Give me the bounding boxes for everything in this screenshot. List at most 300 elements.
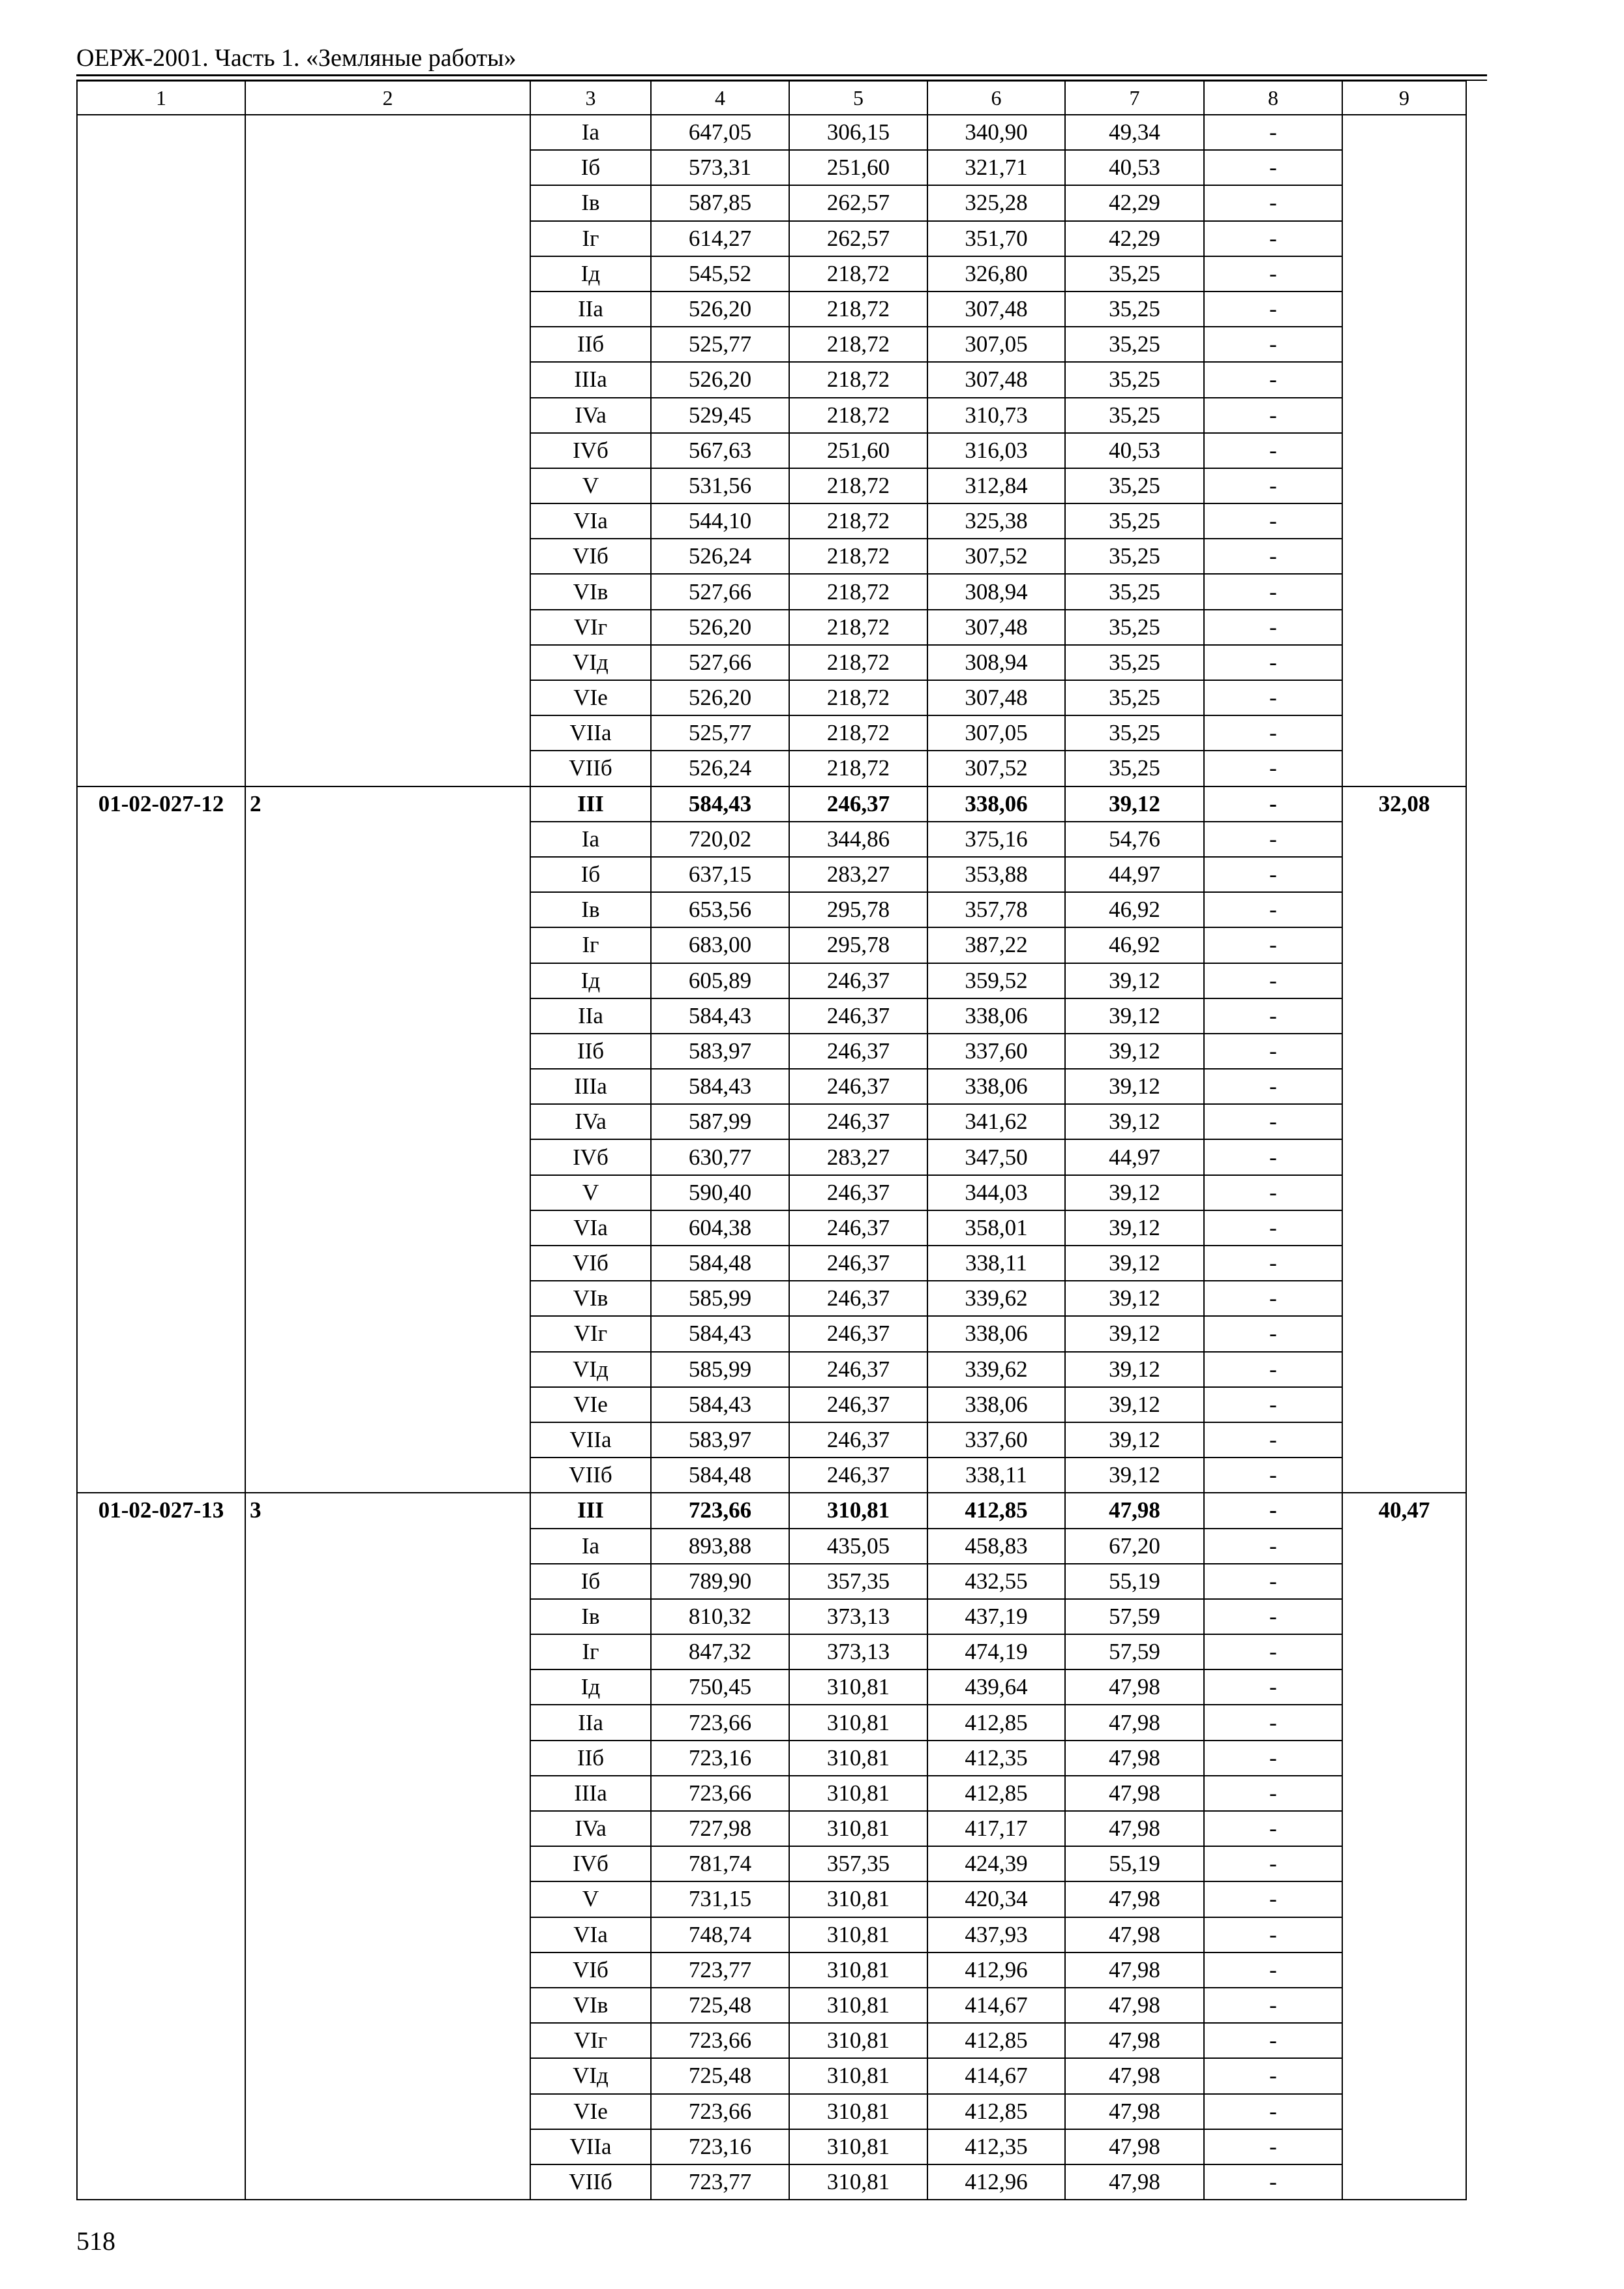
materials-cell: - xyxy=(1204,398,1342,433)
total-cost-cell: 584,43 xyxy=(651,1316,789,1351)
machinist-wages-cell: 42,29 xyxy=(1065,185,1204,220)
category-cell: III xyxy=(530,786,651,822)
materials-cell: - xyxy=(1204,1634,1342,1669)
total-cost-cell: 590,40 xyxy=(651,1175,789,1210)
materials-cell: - xyxy=(1204,1776,1342,1811)
materials-cell: - xyxy=(1204,610,1342,645)
category-cell: IVa xyxy=(530,398,651,433)
category-cell: IIб xyxy=(530,327,651,362)
machines-cell: 344,03 xyxy=(927,1175,1065,1210)
total-cost-cell: 725,48 xyxy=(651,1988,789,2023)
labor-cost-cell: 40,47 xyxy=(1342,1493,1466,2200)
category-cell: Ia xyxy=(530,115,651,150)
total-cost-cell: 810,32 xyxy=(651,1599,789,1634)
machines-cell: 375,16 xyxy=(927,822,1065,857)
wages-cell: 246,37 xyxy=(789,786,927,822)
machinist-wages-cell: 39,12 xyxy=(1065,1069,1204,1104)
materials-cell: - xyxy=(1204,2058,1342,2093)
machines-cell: 307,48 xyxy=(927,292,1065,327)
materials-cell: - xyxy=(1204,1210,1342,1246)
wages-cell: 246,37 xyxy=(789,998,927,1034)
machines-cell: 412,85 xyxy=(927,2094,1065,2129)
table-body xyxy=(77,115,1466,2200)
total-cost-cell: 545,52 xyxy=(651,256,789,292)
materials-cell: - xyxy=(1204,1139,1342,1174)
column-number: 1 xyxy=(77,81,245,115)
materials-cell: - xyxy=(1204,327,1342,362)
materials-cell: - xyxy=(1204,1246,1342,1281)
total-cost-cell: 584,43 xyxy=(651,786,789,822)
machines-cell: 414,67 xyxy=(927,2058,1065,2093)
wages-cell: 357,35 xyxy=(789,1564,927,1599)
category-cell: IVб xyxy=(530,1139,651,1174)
category-cell: VIIa xyxy=(530,2129,651,2164)
materials-cell: - xyxy=(1204,1316,1342,1351)
total-cost-cell: 529,45 xyxy=(651,398,789,433)
machinist-wages-cell: 47,98 xyxy=(1065,1741,1204,1776)
total-cost-cell: 527,66 xyxy=(651,574,789,609)
materials-cell: - xyxy=(1204,433,1342,468)
wages-cell: 246,37 xyxy=(789,1458,927,1493)
wages-cell: 373,13 xyxy=(789,1634,927,1669)
wages-cell: 310,81 xyxy=(789,1776,927,1811)
category-cell: VIe xyxy=(530,2094,651,2129)
machines-cell: 338,06 xyxy=(927,1069,1065,1104)
machines-cell: 341,62 xyxy=(927,1104,1065,1139)
category-cell: VIв xyxy=(530,1281,651,1316)
wages-cell: 218,72 xyxy=(789,610,927,645)
wages-cell: 373,13 xyxy=(789,1599,927,1634)
machines-cell: 338,06 xyxy=(927,998,1065,1034)
machinist-wages-cell: 57,59 xyxy=(1065,1599,1204,1634)
machinist-wages-cell: 39,12 xyxy=(1065,1034,1204,1069)
category-cell: VIIa xyxy=(530,715,651,751)
machines-cell: 338,11 xyxy=(927,1246,1065,1281)
machines-cell: 458,83 xyxy=(927,1529,1065,1564)
machinist-wages-cell: 35,25 xyxy=(1065,398,1204,433)
machinist-wages-cell: 47,98 xyxy=(1065,1776,1204,1811)
category-cell: IIб xyxy=(530,1034,651,1069)
machines-cell: 310,73 xyxy=(927,398,1065,433)
machines-cell: 326,80 xyxy=(927,256,1065,292)
category-cell: VIв xyxy=(530,574,651,609)
materials-cell: - xyxy=(1204,2094,1342,2129)
materials-cell: - xyxy=(1204,963,1342,998)
rate-code-cell: 01-02-027-13 xyxy=(77,1493,245,2200)
total-cost-cell: 584,48 xyxy=(651,1458,789,1493)
total-cost-cell: 605,89 xyxy=(651,963,789,998)
wages-cell: 246,37 xyxy=(789,1175,927,1210)
machinist-wages-cell: 40,53 xyxy=(1065,433,1204,468)
column-number: 5 xyxy=(789,81,927,115)
materials-cell: - xyxy=(1204,362,1342,397)
machinist-wages-cell: 47,98 xyxy=(1065,1493,1204,1528)
machinist-wages-cell: 47,98 xyxy=(1065,1881,1204,1917)
wages-cell: 357,35 xyxy=(789,1846,927,1881)
machinist-wages-cell: 47,98 xyxy=(1065,2058,1204,2093)
wages-cell: 246,37 xyxy=(789,1210,927,1246)
materials-cell: - xyxy=(1204,1458,1342,1493)
machines-cell: 325,28 xyxy=(927,185,1065,220)
machines-cell: 412,85 xyxy=(927,1776,1065,1811)
machinist-wages-cell: 35,25 xyxy=(1065,610,1204,645)
category-cell: Iг xyxy=(530,221,651,256)
total-cost-cell: 585,99 xyxy=(651,1281,789,1316)
wages-cell: 295,78 xyxy=(789,927,927,963)
machinist-wages-cell: 44,97 xyxy=(1065,1139,1204,1174)
materials-cell: - xyxy=(1204,1846,1342,1881)
wages-cell: 246,37 xyxy=(789,1422,927,1458)
wages-cell: 246,37 xyxy=(789,1316,927,1351)
column-number: 6 xyxy=(927,81,1065,115)
machines-cell: 357,78 xyxy=(927,892,1065,927)
machines-cell: 338,06 xyxy=(927,786,1065,822)
machinist-wages-cell: 35,25 xyxy=(1065,468,1204,503)
machinist-wages-cell: 39,12 xyxy=(1065,1104,1204,1139)
machines-cell: 412,85 xyxy=(927,1705,1065,1740)
rate-number-cell: 3 xyxy=(245,1493,530,2200)
category-cell: VIб xyxy=(530,539,651,574)
machines-cell: 347,50 xyxy=(927,1139,1065,1174)
wages-cell: 310,81 xyxy=(789,2094,927,2129)
materials-cell: - xyxy=(1204,1493,1342,1528)
machinist-wages-cell: 49,34 xyxy=(1065,115,1204,150)
labor-cost-cell: 32,08 xyxy=(1342,786,1466,1493)
machines-cell: 337,60 xyxy=(927,1422,1065,1458)
machinist-wages-cell: 35,25 xyxy=(1065,645,1204,680)
materials-cell: - xyxy=(1204,927,1342,963)
machinist-wages-cell: 39,12 xyxy=(1065,1246,1204,1281)
column-number-row xyxy=(77,81,1466,115)
machinist-wages-cell: 47,98 xyxy=(1065,2164,1204,2200)
category-cell: IIa xyxy=(530,998,651,1034)
machines-cell: 339,62 xyxy=(927,1281,1065,1316)
category-cell: VIг xyxy=(530,2023,651,2058)
total-cost-cell: 584,43 xyxy=(651,998,789,1034)
materials-cell: - xyxy=(1204,1529,1342,1564)
machinist-wages-cell: 44,97 xyxy=(1065,857,1204,892)
category-cell: V xyxy=(530,1881,651,1917)
machinist-wages-cell: 47,98 xyxy=(1065,1669,1204,1705)
column-number: 9 xyxy=(1342,81,1466,115)
machinist-wages-cell: 35,25 xyxy=(1065,539,1204,574)
materials-cell: - xyxy=(1204,1104,1342,1139)
wages-cell: 246,37 xyxy=(789,1069,927,1104)
wages-cell: 283,27 xyxy=(789,1139,927,1174)
category-cell: Iд xyxy=(530,256,651,292)
materials-cell: - xyxy=(1204,2023,1342,2058)
category-cell: Iд xyxy=(530,1669,651,1705)
wages-cell: 310,81 xyxy=(789,1705,927,1740)
rate-number-cell: 2 xyxy=(245,786,530,1493)
machines-cell: 412,96 xyxy=(927,1952,1065,1988)
machinist-wages-cell: 39,12 xyxy=(1065,1352,1204,1387)
total-cost-cell: 847,32 xyxy=(651,1634,789,1669)
page-header xyxy=(76,40,1487,76)
category-cell: III xyxy=(530,1493,651,1528)
wages-cell: 310,81 xyxy=(789,1952,927,1988)
machines-cell: 339,62 xyxy=(927,1352,1065,1387)
wages-cell: 310,81 xyxy=(789,1493,927,1528)
machines-cell: 337,60 xyxy=(927,1034,1065,1069)
total-cost-cell: 587,85 xyxy=(651,185,789,220)
wages-cell: 218,72 xyxy=(789,503,927,539)
category-cell: VIв xyxy=(530,1988,651,2023)
labor-cost-cell xyxy=(1342,115,1466,786)
total-cost-cell: 567,63 xyxy=(651,433,789,468)
machinist-wages-cell: 55,19 xyxy=(1065,1846,1204,1881)
machines-cell: 325,38 xyxy=(927,503,1065,539)
total-cost-cell: 525,77 xyxy=(651,327,789,362)
materials-cell: - xyxy=(1204,1599,1342,1634)
machines-cell: 338,06 xyxy=(927,1316,1065,1351)
materials-cell: - xyxy=(1204,503,1342,539)
wages-cell: 310,81 xyxy=(789,1811,927,1846)
category-cell: VIa xyxy=(530,1917,651,1952)
machinist-wages-cell: 54,76 xyxy=(1065,822,1204,857)
materials-cell: - xyxy=(1204,1422,1342,1458)
category-cell: Ia xyxy=(530,822,651,857)
machinist-wages-cell: 39,12 xyxy=(1065,1281,1204,1316)
machines-cell: 387,22 xyxy=(927,927,1065,963)
header-rule xyxy=(76,74,1487,76)
materials-cell: - xyxy=(1204,2129,1342,2164)
category-cell: IIa xyxy=(530,1705,651,1740)
machinist-wages-cell: 47,98 xyxy=(1065,1917,1204,1952)
machinist-wages-cell: 47,98 xyxy=(1065,2023,1204,2058)
rates-table xyxy=(76,80,1467,2200)
materials-cell: - xyxy=(1204,998,1342,1034)
wages-cell: 310,81 xyxy=(789,1881,927,1917)
machinist-wages-cell: 39,12 xyxy=(1065,963,1204,998)
total-cost-cell: 720,02 xyxy=(651,822,789,857)
machinist-wages-cell: 47,98 xyxy=(1065,1952,1204,1988)
category-cell: VIa xyxy=(530,503,651,539)
total-cost-cell: 527,66 xyxy=(651,645,789,680)
machines-cell: 424,39 xyxy=(927,1846,1065,1881)
category-cell: VIIб xyxy=(530,1458,651,1493)
machinist-wages-cell: 47,98 xyxy=(1065,1811,1204,1846)
total-cost-cell: 573,31 xyxy=(651,150,789,185)
materials-cell: - xyxy=(1204,1387,1342,1422)
materials-cell: - xyxy=(1204,539,1342,574)
total-cost-cell: 731,15 xyxy=(651,1881,789,1917)
total-cost-cell: 583,97 xyxy=(651,1422,789,1458)
materials-cell: - xyxy=(1204,574,1342,609)
materials-cell: - xyxy=(1204,221,1342,256)
machines-cell: 353,88 xyxy=(927,857,1065,892)
total-cost-cell: 723,66 xyxy=(651,2094,789,2129)
materials-cell: - xyxy=(1204,1069,1342,1104)
machinist-wages-cell: 47,98 xyxy=(1065,1988,1204,2023)
total-cost-cell: 587,99 xyxy=(651,1104,789,1139)
table-row xyxy=(77,786,1466,822)
materials-cell: - xyxy=(1204,256,1342,292)
total-cost-cell: 723,66 xyxy=(651,1493,789,1528)
total-cost-cell: 614,27 xyxy=(651,221,789,256)
materials-cell: - xyxy=(1204,1281,1342,1316)
machinist-wages-cell: 42,29 xyxy=(1065,221,1204,256)
machinist-wages-cell: 39,12 xyxy=(1065,1422,1204,1458)
machinist-wages-cell: 35,25 xyxy=(1065,680,1204,715)
machines-cell: 321,71 xyxy=(927,150,1065,185)
column-number: 8 xyxy=(1204,81,1342,115)
total-cost-cell: 723,16 xyxy=(651,2129,789,2164)
total-cost-cell: 893,88 xyxy=(651,1529,789,1564)
column-number: 4 xyxy=(651,81,789,115)
category-cell: Iг xyxy=(530,1634,651,1669)
machines-cell: 412,85 xyxy=(927,1493,1065,1528)
total-cost-cell: 750,45 xyxy=(651,1669,789,1705)
wages-cell: 218,72 xyxy=(789,468,927,503)
total-cost-cell: 789,90 xyxy=(651,1564,789,1599)
machines-cell: 307,52 xyxy=(927,751,1065,786)
total-cost-cell: 683,00 xyxy=(651,927,789,963)
category-cell: VIe xyxy=(530,680,651,715)
category-cell: VIб xyxy=(530,1952,651,1988)
total-cost-cell: 531,56 xyxy=(651,468,789,503)
category-cell: IIIa xyxy=(530,1069,651,1104)
wages-cell: 310,81 xyxy=(789,2023,927,2058)
total-cost-cell: 723,66 xyxy=(651,1705,789,1740)
category-cell: VIIб xyxy=(530,751,651,786)
page-number: 518 xyxy=(76,2226,115,2256)
materials-cell: - xyxy=(1204,645,1342,680)
machines-cell: 412,35 xyxy=(927,1741,1065,1776)
machines-cell: 474,19 xyxy=(927,1634,1065,1669)
machines-cell: 308,94 xyxy=(927,645,1065,680)
column-number: 3 xyxy=(530,81,651,115)
materials-cell: - xyxy=(1204,150,1342,185)
category-cell: VIг xyxy=(530,610,651,645)
wages-cell: 218,72 xyxy=(789,751,927,786)
wages-cell: 218,72 xyxy=(789,680,927,715)
category-cell: VIe xyxy=(530,1387,651,1422)
machines-cell: 307,05 xyxy=(927,327,1065,362)
total-cost-cell: 637,15 xyxy=(651,857,789,892)
materials-cell: - xyxy=(1204,468,1342,503)
category-cell: VIд xyxy=(530,2058,651,2093)
category-cell: Iб xyxy=(530,1564,651,1599)
rate-number-cell xyxy=(245,115,530,786)
column-number: 7 xyxy=(1065,81,1204,115)
wages-cell: 218,72 xyxy=(789,256,927,292)
wages-cell: 310,81 xyxy=(789,2129,927,2164)
category-cell: IIIa xyxy=(530,1776,651,1811)
machinist-wages-cell: 55,19 xyxy=(1065,1564,1204,1599)
machines-cell: 420,34 xyxy=(927,1881,1065,1917)
total-cost-cell: 544,10 xyxy=(651,503,789,539)
total-cost-cell: 647,05 xyxy=(651,115,789,150)
machines-cell: 338,06 xyxy=(927,1387,1065,1422)
rates-table-container xyxy=(76,80,1467,2200)
materials-cell: - xyxy=(1204,1811,1342,1846)
materials-cell: - xyxy=(1204,2164,1342,2200)
total-cost-cell: 723,77 xyxy=(651,2164,789,2200)
machinist-wages-cell: 39,12 xyxy=(1065,1210,1204,1246)
machines-cell: 312,84 xyxy=(927,468,1065,503)
wages-cell: 218,72 xyxy=(789,398,927,433)
machines-cell: 358,01 xyxy=(927,1210,1065,1246)
total-cost-cell: 630,77 xyxy=(651,1139,789,1174)
total-cost-cell: 526,24 xyxy=(651,751,789,786)
total-cost-cell: 723,66 xyxy=(651,2023,789,2058)
wages-cell: 246,37 xyxy=(789,1034,927,1069)
wages-cell: 435,05 xyxy=(789,1529,927,1564)
materials-cell: - xyxy=(1204,892,1342,927)
materials-cell: - xyxy=(1204,1175,1342,1210)
machinist-wages-cell: 46,92 xyxy=(1065,892,1204,927)
wages-cell: 283,27 xyxy=(789,857,927,892)
wages-cell: 218,72 xyxy=(789,292,927,327)
wages-cell: 246,37 xyxy=(789,963,927,998)
total-cost-cell: 727,98 xyxy=(651,1811,789,1846)
category-cell: IVa xyxy=(530,1811,651,1846)
materials-cell: - xyxy=(1204,822,1342,857)
machines-cell: 417,17 xyxy=(927,1811,1065,1846)
total-cost-cell: 723,66 xyxy=(651,1776,789,1811)
category-cell: Iб xyxy=(530,857,651,892)
wages-cell: 246,37 xyxy=(789,1104,927,1139)
materials-cell: - xyxy=(1204,1669,1342,1705)
category-cell: IIIa xyxy=(530,362,651,397)
total-cost-cell: 723,77 xyxy=(651,1952,789,1988)
category-cell: VIб xyxy=(530,1246,651,1281)
materials-cell: - xyxy=(1204,1741,1342,1776)
materials-cell: - xyxy=(1204,857,1342,892)
materials-cell: - xyxy=(1204,786,1342,822)
wages-cell: 310,81 xyxy=(789,2164,927,2200)
wages-cell: 310,81 xyxy=(789,1741,927,1776)
materials-cell: - xyxy=(1204,1034,1342,1069)
column-number: 2 xyxy=(245,81,530,115)
machinist-wages-cell: 39,12 xyxy=(1065,998,1204,1034)
materials-cell: - xyxy=(1204,1952,1342,1988)
total-cost-cell: 748,74 xyxy=(651,1917,789,1952)
machinist-wages-cell: 39,12 xyxy=(1065,786,1204,822)
category-cell: IVб xyxy=(530,433,651,468)
machinist-wages-cell: 35,25 xyxy=(1065,327,1204,362)
wages-cell: 218,72 xyxy=(789,327,927,362)
wages-cell: 310,81 xyxy=(789,2058,927,2093)
machinist-wages-cell: 47,98 xyxy=(1065,1705,1204,1740)
wages-cell: 262,57 xyxy=(789,185,927,220)
total-cost-cell: 526,20 xyxy=(651,610,789,645)
rate-code-cell xyxy=(77,115,245,786)
machinist-wages-cell: 35,25 xyxy=(1065,362,1204,397)
category-cell: IIa xyxy=(530,292,651,327)
materials-cell: - xyxy=(1204,751,1342,786)
machinist-wages-cell: 57,59 xyxy=(1065,1634,1204,1669)
category-cell: IIб xyxy=(530,1741,651,1776)
machinist-wages-cell: 39,12 xyxy=(1065,1387,1204,1422)
category-cell: IVa xyxy=(530,1104,651,1139)
total-cost-cell: 526,20 xyxy=(651,362,789,397)
wages-cell: 246,37 xyxy=(789,1352,927,1387)
machines-cell: 307,48 xyxy=(927,680,1065,715)
machinist-wages-cell: 47,98 xyxy=(1065,2094,1204,2129)
table-row xyxy=(77,115,1466,150)
wages-cell: 310,81 xyxy=(789,1917,927,1952)
total-cost-cell: 781,74 xyxy=(651,1846,789,1881)
category-cell: VIг xyxy=(530,1316,651,1351)
materials-cell: - xyxy=(1204,1352,1342,1387)
category-cell: Iг xyxy=(530,927,651,963)
wages-cell: 218,72 xyxy=(789,574,927,609)
wages-cell: 344,86 xyxy=(789,822,927,857)
machinist-wages-cell: 35,25 xyxy=(1065,574,1204,609)
category-cell: Iд xyxy=(530,963,651,998)
